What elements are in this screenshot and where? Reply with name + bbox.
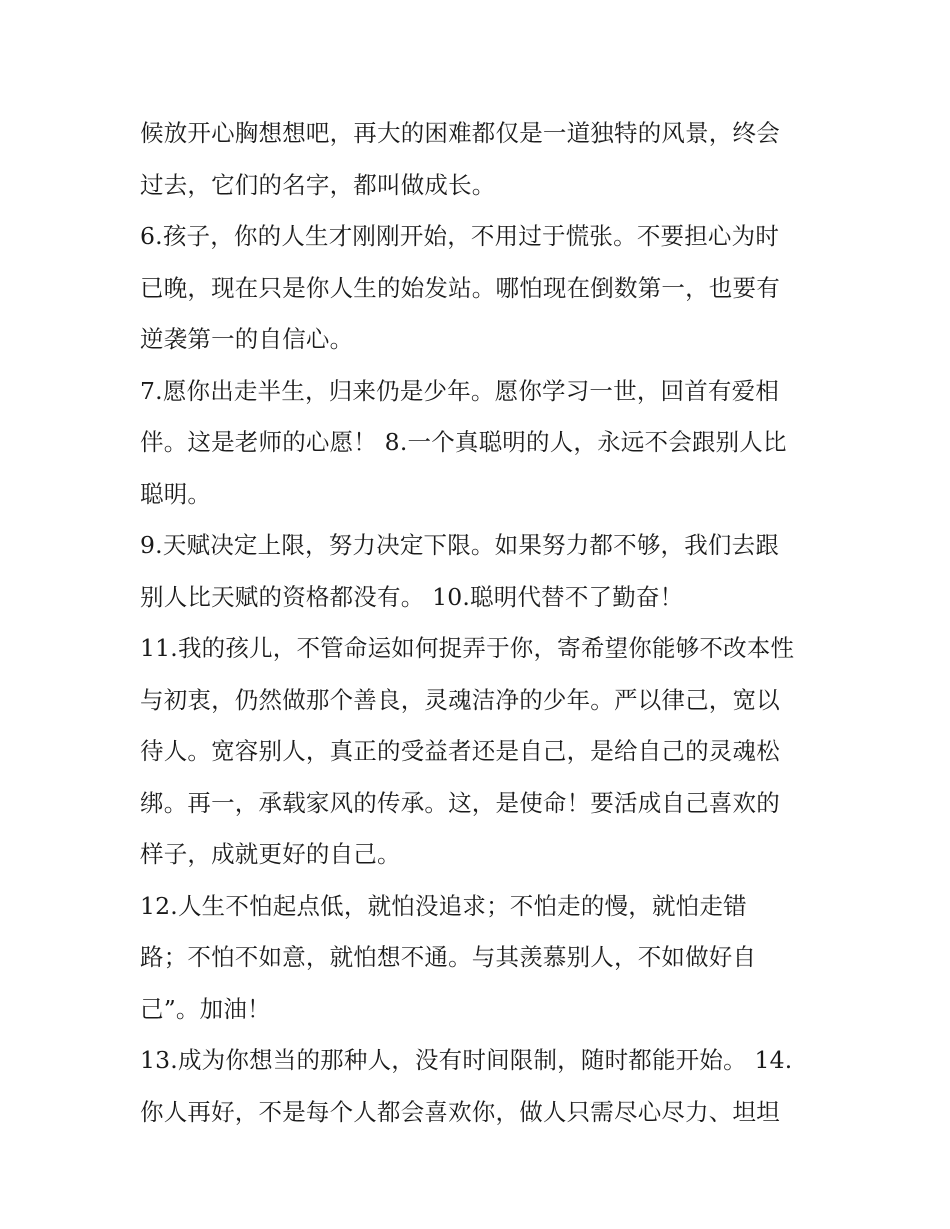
text-line: 12.人生不怕起点低，就怕没追求；不怕走的慢，就怕走错 [140, 891, 747, 920]
text-line: 路；不怕不如意，就怕想不通。与其羡慕别人，不如做好自 [140, 943, 757, 971]
text-line: 与初衷，仍然做那个善良，灵魂洁净的少年。严以律己，宽以 [140, 685, 780, 714]
text-line: 过去，它们的名字，都叫做成长。 [140, 170, 496, 199]
text-line: 别人比天赋的资格都没有。 10.聪明代替不了勤奋！ [140, 582, 684, 611]
text-line: 样子，成就更好的自己。 [140, 840, 401, 868]
text-line: 已晚，现在只是你人生的始发站。哪怕现在倒数第一，也要有 [140, 273, 780, 302]
body-text [140, 108, 820, 1138]
text-line: 待人。宽容别人，真正的受益者还是自己，是给自己的灵魂松 [140, 737, 780, 765]
text-line: 伴。这是老师的心愿！ 8.一个真聪明的人，永远不会跟别人比 [140, 428, 787, 456]
text-line: 6.孩子，你的人生才刚刚开始，不用过于慌张。不要担心为时 [140, 222, 780, 250]
text-line: 9.天赋决定上限，努力决定下限。如果努力都不够，我们去跟 [140, 531, 780, 559]
text-line: 7.愿你出走半生，归来仍是少年。愿你学习一世，回首有爱相 [140, 376, 780, 405]
text-line: 聪明。 [140, 479, 212, 508]
text-line: 11.我的孩儿，不管命运如何捉弄于你，寄希望你能够不改本性 [140, 634, 795, 662]
text-line: 绑。再一，承载家风的传承。这，是使命！要活成自己喜欢的 [140, 788, 780, 817]
text-line: 你人再好，不是每个人都会喜欢你，做人只需尽心尽力、坦坦 [140, 1097, 780, 1126]
text-line: 己”。加油！ [140, 994, 271, 1023]
text-line: 13.成为你想当的那种人，没有时间限制，随时都能开始。 14. [140, 1046, 793, 1074]
text-line: 逆袭第一的自信心。 [140, 325, 354, 353]
text-line: 候放开心胸想想吧，再大的困难都仅是一道独特的风景，终会 [140, 119, 780, 147]
